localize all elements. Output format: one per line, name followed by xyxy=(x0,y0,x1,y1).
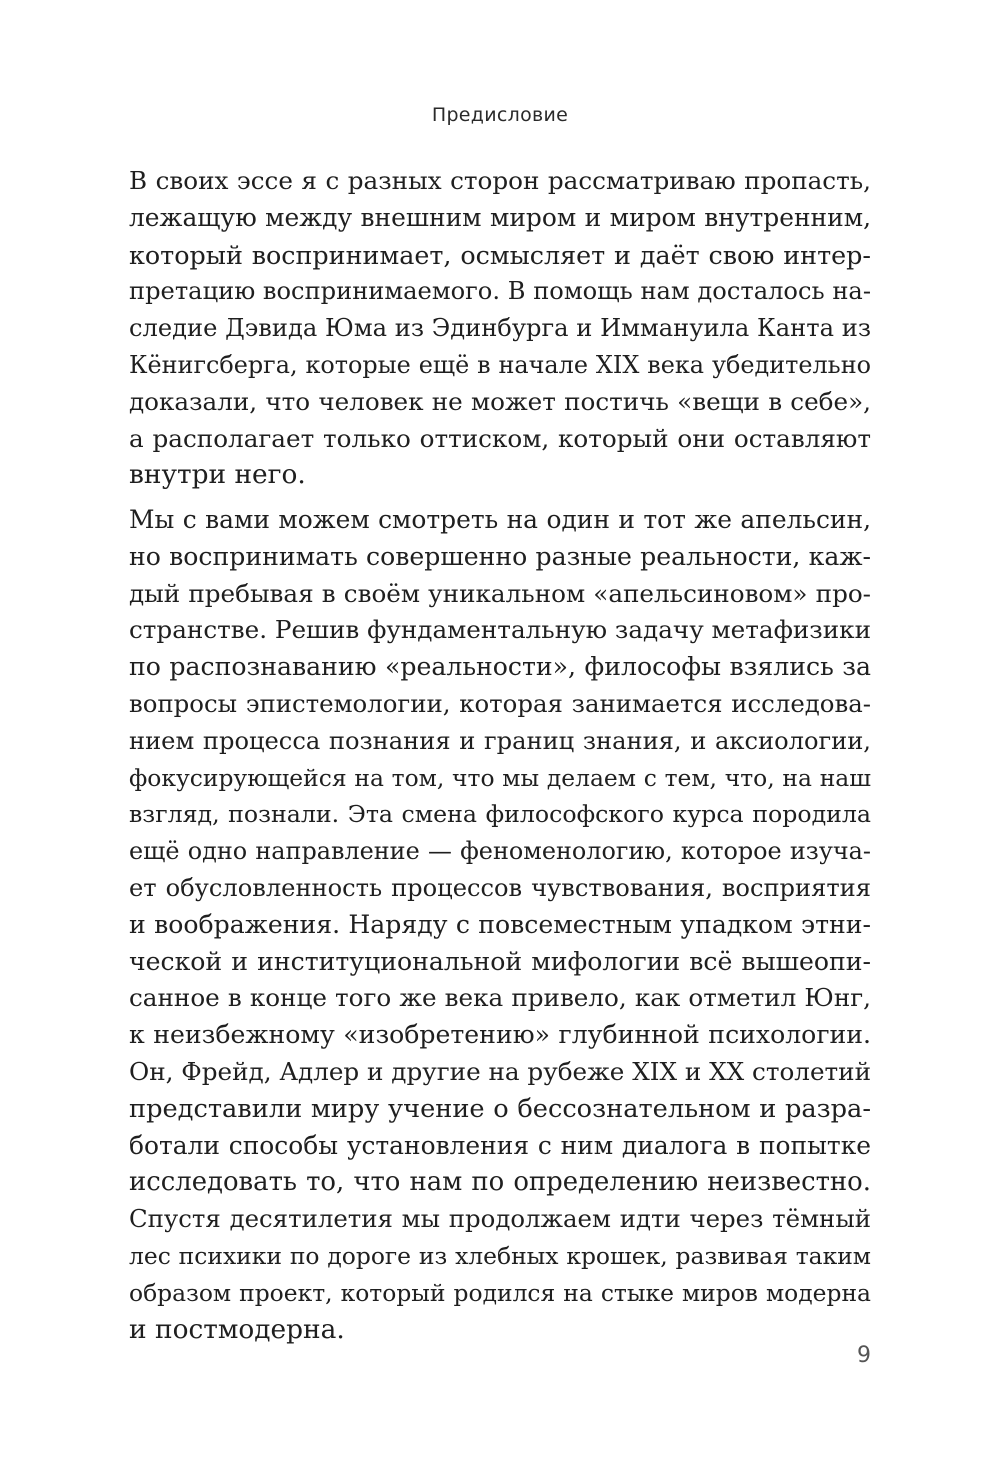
text-line: доказали, что человек не может постичь «вещи в себе», xyxy=(129,386,871,416)
text-line: но воспринимать совершенно разные реальности, каж- xyxy=(129,541,871,571)
text-line: внутри него. xyxy=(129,459,306,491)
text-line: лежащую между внешним миром и миром внутренним, xyxy=(129,202,871,232)
text-line: лес психики по дороге из хлебных крошек, развивая таким xyxy=(129,1241,871,1270)
paragraph-2 xyxy=(129,502,871,1348)
page-number: 9 xyxy=(857,1343,871,1368)
text-line: Кёнигсберга, которые ещё в начале XIX века убедительно xyxy=(129,350,871,379)
text-line: нием процесса познания и границ знания, и аксиологии, xyxy=(129,726,871,755)
text-line: ческой и институциональной мифологии всё вышеопи- xyxy=(129,946,871,976)
text-line: Спустя десятилетия мы продолжаем идти через тёмный xyxy=(129,1204,871,1234)
text-line: Мы с вами можем смотреть на один и тот же апельсин, xyxy=(129,505,871,534)
text-line: по распознаванию «реальности», философы взялись за xyxy=(129,652,871,682)
text-line: и воображения. Наряду с повсеместным упадком этни- xyxy=(129,909,871,939)
text-line: странстве. Решив фундаментальную задачу метафизики xyxy=(129,615,871,645)
text-line: Он, Фрейд, Адлер и другие на рубеже XIX и XX столетий xyxy=(129,1056,871,1086)
text-line: а располагает только оттиском, который они оставляют xyxy=(129,423,871,453)
text-line: который воспринимает, осмысляет и даёт свою интер- xyxy=(129,239,871,270)
text-line: взгляд, познали. Эта смена философского курса породила xyxy=(129,800,871,829)
text-line: дый пребывая в своём уникальном «апельсиновом» про- xyxy=(129,578,871,608)
text-line: и постмодерна. xyxy=(129,1313,345,1345)
text-line: претацию воспринимаемого. В помощь нам досталось на- xyxy=(129,277,871,306)
text-line: фокусирующейся на том, что мы делаем с тем, что, на наш xyxy=(129,763,871,792)
text-line: ет обусловленность процессов чувствования, восприятия xyxy=(129,873,871,902)
text-line: образом проект, который родился на стыке миров модерна xyxy=(129,1278,871,1307)
text-line: вопросы эпистемологии, которая занимается исследова- xyxy=(129,688,871,718)
paragraph-1 xyxy=(129,163,871,494)
text-line: исследовать то, что нам по определению неизвестно. xyxy=(129,1167,871,1198)
text-line: ещё одно направление — феноменологию, которое изуча- xyxy=(129,837,871,866)
text-line: представили миру учение о бессознательном и разра- xyxy=(129,1093,871,1124)
text-line: В своих эссе я с разных сторон рассматриваю пропасть, xyxy=(129,166,871,195)
text-line: следие Дэвида Юма из Эдинбурга и Иммануила Канта из xyxy=(129,314,871,343)
text-line: санное в конце того же века привело, как отметил Юнг, xyxy=(129,983,871,1013)
text-line: к неизбежному «изобретению» глубинной психологии. xyxy=(129,1020,871,1050)
text-line: ботали способы установления с ним диалога в попытке xyxy=(129,1130,871,1160)
running-head: Предисловие xyxy=(431,104,569,126)
